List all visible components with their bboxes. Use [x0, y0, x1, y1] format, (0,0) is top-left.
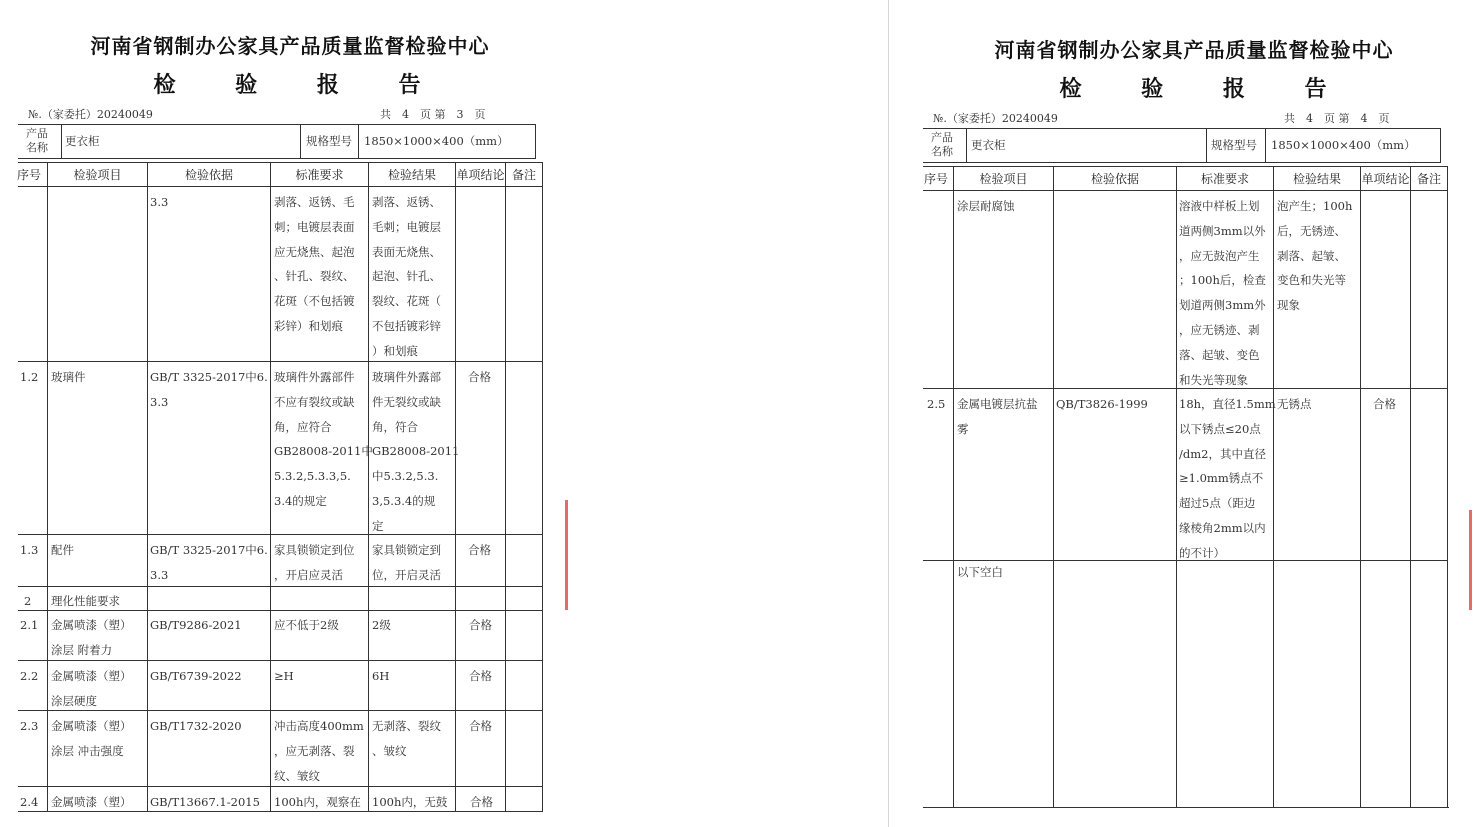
row-item: 金属电镀层抗盐 雾 — [957, 397, 1038, 436]
row-basis: 3.3 — [150, 195, 169, 209]
report-title: 检 验 报 告 — [153, 73, 447, 98]
col-header-remark: 备注 — [511, 168, 536, 182]
row-requirement: 18h，直径1.5mm 以下锈点≤20点 /dm2，其中直径 ≥1.0mm锈点不 超过5点（距边 缘棱角2mm以内 的不计） — [1179, 397, 1276, 560]
col-header-conclusion: 单项结论 — [456, 168, 505, 182]
row-result: 2级 — [372, 618, 391, 632]
col-header-no: 序号 — [16, 168, 41, 182]
seal-mark — [565, 500, 568, 610]
row-result: 泡产生；100h 后，无锈迹、 剥落、起皱、 变色和失光等 现象 — [1277, 199, 1353, 313]
row-conclusion: 合格 — [468, 543, 491, 557]
row-no: 2.2 — [20, 669, 39, 683]
row-requirement: 应不低于2级 — [274, 618, 339, 632]
col-header-requirement: 标准要求 — [1200, 172, 1249, 186]
row-no: 2.5 — [927, 397, 946, 411]
product-label: 产品 名称 — [931, 131, 953, 158]
row-item: 配件 — [51, 543, 74, 557]
row-requirement: 家具锁锁定到位 ，开启应灵活 — [274, 543, 355, 582]
row-conclusion: 合格 — [469, 719, 492, 733]
report-page-4 — [889, 0, 1484, 827]
row-no: 2.4 — [20, 795, 39, 809]
page-info: 共 4 页 第 3 页 — [380, 108, 486, 121]
row-requirement: 剥落、返锈、毛 刺；电镀层表面 应无烧焦、起泡 、针孔、裂纹、 花斑（不包括镀 彩锌）和划痕 — [274, 195, 355, 333]
row-no: 1.2 — [20, 370, 39, 384]
row-conclusion: 合格 — [470, 795, 493, 809]
row-no: 2.3 — [20, 719, 39, 733]
row-item: 理化性能要求 — [51, 594, 120, 608]
row-conclusion: 合格 — [469, 669, 492, 683]
row-item: 金属喷漆（塑） 涂层 冲击强度 — [51, 719, 132, 758]
row-basis: GB/T 3325-2017中6. 3.3 — [150, 370, 268, 409]
product-name: 更衣柜 — [971, 138, 1006, 152]
col-header-basis: 检验依据 — [184, 168, 233, 182]
row-requirement: 玻璃件外露部件 不应有裂纹或缺 角，应符合 GB28008-2011中 5.3.2,5.3.3,5. 3.4的规定 — [274, 370, 373, 508]
col-header-remark: 备注 — [1416, 172, 1441, 186]
row-result: 无锈点 — [1277, 397, 1312, 411]
row-no: 2 — [24, 594, 32, 608]
row-item: 玻璃件 — [51, 370, 86, 384]
row-result: 剥落、返锈、 毛刺；电镀层 表面无烧焦、 起泡、针孔、 裂纹、花斑（ 不包括镀彩锌 ）和划痕 — [372, 195, 441, 358]
report-title: 检 验 报 告 — [1059, 77, 1353, 102]
product-name: 更衣柜 — [65, 134, 100, 148]
page-info: 共 4 页 第 4 页 — [1284, 112, 1390, 125]
row-basis: GB/T1732-2020 — [150, 719, 242, 733]
report-number: №.（家委托）20240049 — [933, 112, 1058, 125]
row-no: 1.3 — [20, 543, 39, 557]
row-conclusion: 合格 — [469, 618, 492, 632]
model-value: 1850×1000×400（mm） — [1271, 138, 1416, 152]
row-conclusion: 合格 — [468, 370, 491, 384]
row-basis: GB/T9286-2021 — [150, 618, 242, 632]
row-result: 6H — [372, 669, 390, 683]
col-header-conclusion: 单项结论 — [1361, 172, 1410, 186]
row-conclusion: 合格 — [1373, 397, 1396, 411]
row-requirement: 冲击高度400mm ，应无剥落、裂 纹、皱纹 — [274, 719, 364, 783]
row-no: 2.1 — [20, 618, 39, 632]
row-result: 玻璃件外露部 件无裂纹或缺 角，符合 GB28008-2011 中5.3.2,5.3. 3,5.3.4的规 定 — [372, 370, 460, 533]
row-item: 金属喷漆（塑） 涂层硬度 — [51, 669, 132, 708]
org-title: 河南省钢制办公家具产品质量监督检验中心 — [90, 34, 490, 58]
row-basis: GB/T 3325-2017中6. 3.3 — [150, 543, 268, 582]
row-result: 家具锁锁定到 位，开启灵活 — [372, 543, 441, 582]
row-item: 金属喷漆（塑） 涂层 附着力 — [51, 618, 132, 657]
col-header-item: 检验项目 — [73, 168, 122, 182]
row-requirement: ≥H — [274, 669, 294, 683]
col-header-result: 检验结果 — [387, 168, 436, 182]
row-result: 无剥落、裂纹 、皱纹 — [372, 719, 441, 758]
model-label: 规格型号 — [1211, 138, 1257, 152]
seal-mark — [1469, 510, 1472, 610]
row-requirement: 100h内，观察在 — [274, 795, 361, 809]
col-header-basis: 检验依据 — [1090, 172, 1139, 186]
col-header-item: 检验项目 — [979, 172, 1028, 186]
row-item: 涂层耐腐蚀 — [957, 199, 1015, 213]
row-basis: GB/T13667.1-2015 — [150, 795, 260, 809]
row-item: 以下空白 — [957, 565, 1003, 579]
col-header-requirement: 标准要求 — [295, 168, 344, 182]
row-basis: QB/T3826-1999 — [1056, 397, 1148, 411]
report-number: №.（家委托）20240049 — [28, 108, 153, 121]
row-item: 金属喷漆（塑） — [51, 795, 132, 809]
model-value: 1850×1000×400（mm） — [364, 134, 509, 148]
col-header-no: 序号 — [923, 172, 948, 186]
product-label: 产品 名称 — [26, 127, 48, 154]
row-result: 100h内，无鼓 — [372, 795, 448, 809]
org-title: 河南省钢制办公家具产品质量监督检验中心 — [994, 38, 1394, 62]
row-requirement: 溶液中样板上划 道两侧3mm以外 ，应无鼓泡产生 ；100h后，检查 划道两侧3mm外 ，应无锈迹、剥 落、起皱、变色 和失光等现象 — [1179, 199, 1266, 387]
row-basis: GB/T6739-2022 — [150, 669, 242, 683]
model-label: 规格型号 — [306, 134, 352, 148]
col-header-result: 检验结果 — [1292, 172, 1341, 186]
